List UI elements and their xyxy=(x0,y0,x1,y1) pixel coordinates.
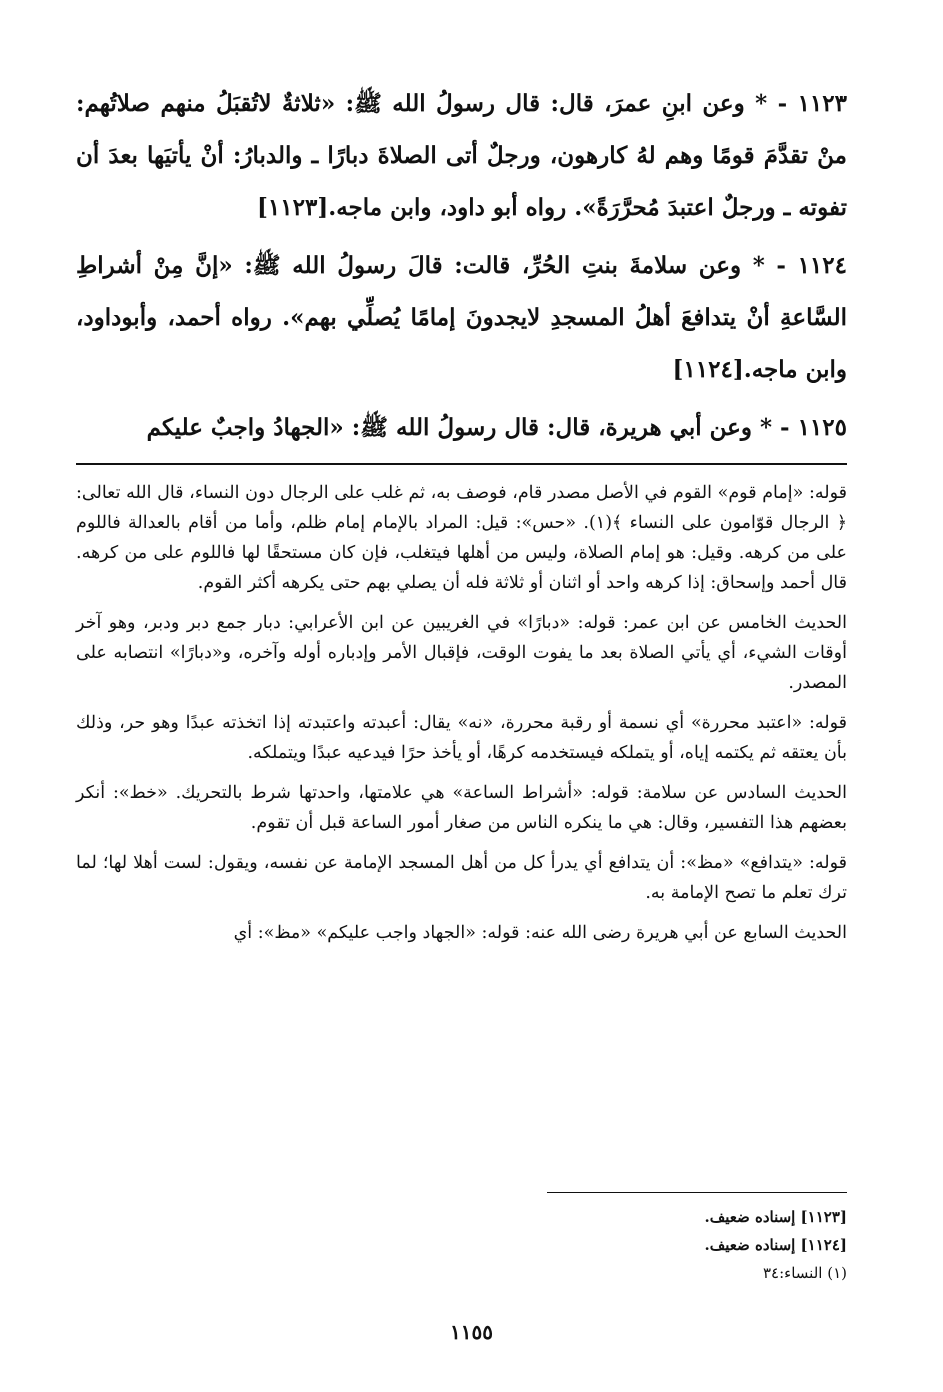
hadith-text: * وعن ابنِ عمرَ، قال: قال رسولُ الله ﷺ: «ثلاثةٌ لاتُقبَلُ منهم صلاتُهم: منْ تقدَّمَ قومًا وهم لهُ كارهون، ورجلٌ أتى الصلاةَ دبارًا ـ والدبارُ: أنْ يأتيَها بعدَ أن تفوته ـ ورجلٌ اعتبدَ مُحرَّرَةً». رواه أبو داود، وابن ماجه.[١١٢٣] xyxy=(76,90,847,221)
hadith-1124 xyxy=(76,240,847,396)
hadith-section xyxy=(76,78,847,460)
hadith-1123 xyxy=(76,78,847,234)
hadith-number: ١١٢٤ - xyxy=(776,252,847,279)
page-number: ١١٥٥ xyxy=(450,1320,493,1344)
commentary-paragraph: الحديث السابع عن أبي هريرة رضى الله عنه: قوله: «الجهاد واجب عليكم» «مظ»: أي xyxy=(233,923,847,943)
footnote-quran-ref: (١) النساء:٣٤ xyxy=(763,1264,847,1282)
section-divider xyxy=(76,463,847,465)
hadith-number: ١١٢٥ - xyxy=(780,414,847,441)
hadith-text: * وعن سلامةَ بنتِ الحُرِّ، قالت: قالَ رسولُ الله ﷺ: «إنَّ مِنْ أشراطِ السَّاعةِ أنْ يتدافعَ أهلُ المسجدِ لايجدونَ إمامًا يُصلِّي بهم». رواه أحمد، وأبوداود، وابن ماجه.[١١٢٤] xyxy=(76,252,847,383)
hadith-1125 xyxy=(76,402,847,454)
footnotes xyxy=(400,1203,847,1287)
commentary-paragraph: قوله: «إمام قوم» القوم في الأصل مصدر قام، فوصف به، ثم غلب على الرجال دون النساء، قال الله تعالى: ﴿ الرجال قوّامون على النساء ﴾(١). «حس»: قيل: المراد بالإمام إمام ظلم، وأما من أقام بالعدالة فاللوم على من كرهه. وقيل: هو إمام الصلاة، وليس من أهلها فيتغلب، فإن كان مستحقًا لها فاللوم على من كرهه. قال أحمد وإسحاق: إذا كرهه واحد أو اثنان أو ثلاثة فله أن يصلي بهم حتى يكرهه أكثر القوم. xyxy=(76,483,847,593)
footnote-1123: [١١٢٣] إسناده ضعيف. xyxy=(704,1208,847,1226)
commentary-paragraph: الحديث السادس عن سلامة: قوله: «أشراط الساعة» هي علامتها، واحدتها شرط بالتحريك. «خط»: أنكر بعضهم هذا التفسير، وقال: هي ما ينكره الناس من صغار أمور الساعة قبل أن تقوم. xyxy=(76,783,847,833)
hadith-text: * وعن أبي هريرة، قال: قال رسولُ الله ﷺ: «الجهادُ واجبٌ عليكم xyxy=(146,414,772,441)
commentary-paragraph: قوله: «يتدافع» «مظ»: أن يتدافع أي يدرأ كل من أهل المسجد الإمامة عن نفسه، ويقول: لست أهلا لها؛ لما ترك تعلم ما تصح الإمامة به. xyxy=(76,853,847,903)
commentary-paragraph: قوله: «اعتبد محررة» أي نسمة أو رقبة محررة، «نه» يقال: أعبدته واعتبدته إذا اتخذته عبدًا وهو حر، وذلك بأن يعتقه ثم يكتمه إياه، أو يتملكه فيستخدمه كرهًا، أو يأخذ حرًا فيدعيه عبدًا ويتملكه. xyxy=(76,713,847,763)
hadith-number: ١١٢٣ - xyxy=(777,90,847,117)
footnote-1124: [١١٢٤] إسناده ضعيف. xyxy=(704,1236,847,1254)
commentary-paragraph: الحديث الخامس عن ابن عمر: قوله: «دبارًا» في الغريبين عن ابن الأعرابي: دبار جمع دبر ودبر، وهو آخر أوقات الشيء، أي يأتي الصلاة بعد ما يفوت الوقت، فإقبال الأمر وإدباره أوله وآخره، و«دبارًا» انتصابه على المصدر. xyxy=(76,613,847,693)
footnote-divider xyxy=(547,1192,847,1193)
commentary-section xyxy=(76,478,847,958)
